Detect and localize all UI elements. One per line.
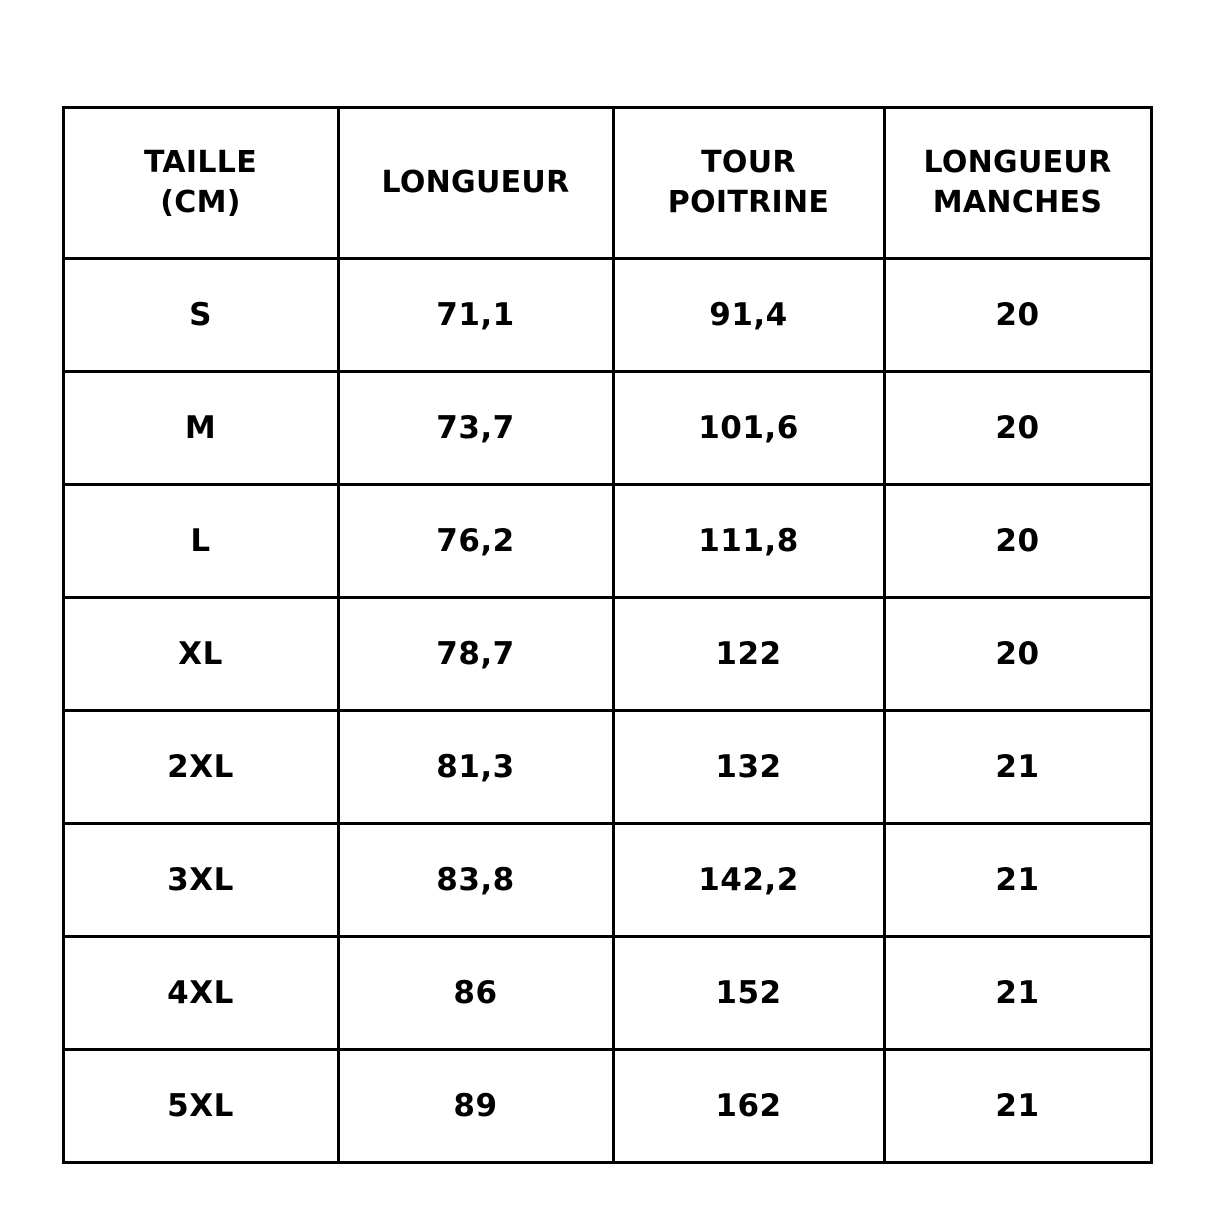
- cell-tour-poitrine: 111,8: [613, 485, 884, 598]
- table-row: [63, 372, 1151, 485]
- column-header-longueur-manches: [884, 108, 1151, 259]
- table-row: [63, 598, 1151, 711]
- column-header-taille-line2: (CM): [160, 185, 241, 220]
- cell-tour-poitrine: 101,6: [613, 372, 884, 485]
- cell-longueur: 89: [338, 1050, 613, 1163]
- cell-size: S: [63, 259, 338, 372]
- cell-tour-poitrine: 162: [613, 1050, 884, 1163]
- cell-longueur-manches: 21: [884, 711, 1151, 824]
- column-header-taille-line1: TAILLE: [143, 145, 258, 181]
- cell-size: 2XL: [63, 711, 338, 824]
- cell-longueur-manches: 20: [884, 598, 1151, 711]
- cell-tour-poitrine: 142,2: [613, 824, 884, 937]
- cell-longueur: 83,8: [338, 824, 613, 937]
- cell-longueur: 76,2: [338, 485, 613, 598]
- cell-tour-poitrine: 152: [613, 937, 884, 1050]
- table-row: [63, 259, 1151, 372]
- cell-longueur: 81,3: [338, 711, 613, 824]
- column-header-tour-poitrine-line1: TOUR: [701, 145, 796, 181]
- column-header-longueur-manches-line2: MANCHES: [932, 185, 1103, 220]
- cell-tour-poitrine: 91,4: [613, 259, 884, 372]
- cell-longueur: 86: [338, 937, 613, 1050]
- column-header-tour-poitrine: [613, 108, 884, 259]
- cell-longueur-manches: 20: [884, 485, 1151, 598]
- cell-size: L: [63, 485, 338, 598]
- cell-longueur-manches: 20: [884, 259, 1151, 372]
- cell-size: 5XL: [63, 1050, 338, 1163]
- table-row: [63, 937, 1151, 1050]
- column-header-longueur-line1: LONGUEUR: [381, 165, 570, 201]
- column-header-longueur: [338, 108, 613, 259]
- table-header: [63, 108, 1151, 259]
- table-row: [63, 485, 1151, 598]
- cell-longueur-manches: 21: [884, 824, 1151, 937]
- cell-tour-poitrine: 132: [613, 711, 884, 824]
- cell-longueur: 78,7: [338, 598, 613, 711]
- table-row: [63, 824, 1151, 937]
- size-chart-table: [62, 106, 1153, 1164]
- column-header-longueur-manches-line1: LONGUEUR: [923, 145, 1112, 181]
- cell-tour-poitrine: 122: [613, 598, 884, 711]
- table-header-row: [63, 108, 1151, 259]
- cell-size: 4XL: [63, 937, 338, 1050]
- column-header-taille: [63, 108, 338, 259]
- cell-longueur: 73,7: [338, 372, 613, 485]
- table-row: [63, 711, 1151, 824]
- cell-longueur-manches: 21: [884, 1050, 1151, 1163]
- cell-size: XL: [63, 598, 338, 711]
- cell-longueur-manches: 21: [884, 937, 1151, 1050]
- table-row: [63, 1050, 1151, 1163]
- cell-size: 3XL: [63, 824, 338, 937]
- cell-longueur-manches: 20: [884, 372, 1151, 485]
- table-body: [63, 259, 1151, 1163]
- column-header-tour-poitrine-line2: POITRINE: [667, 185, 830, 220]
- cell-longueur: 71,1: [338, 259, 613, 372]
- cell-size: M: [63, 372, 338, 485]
